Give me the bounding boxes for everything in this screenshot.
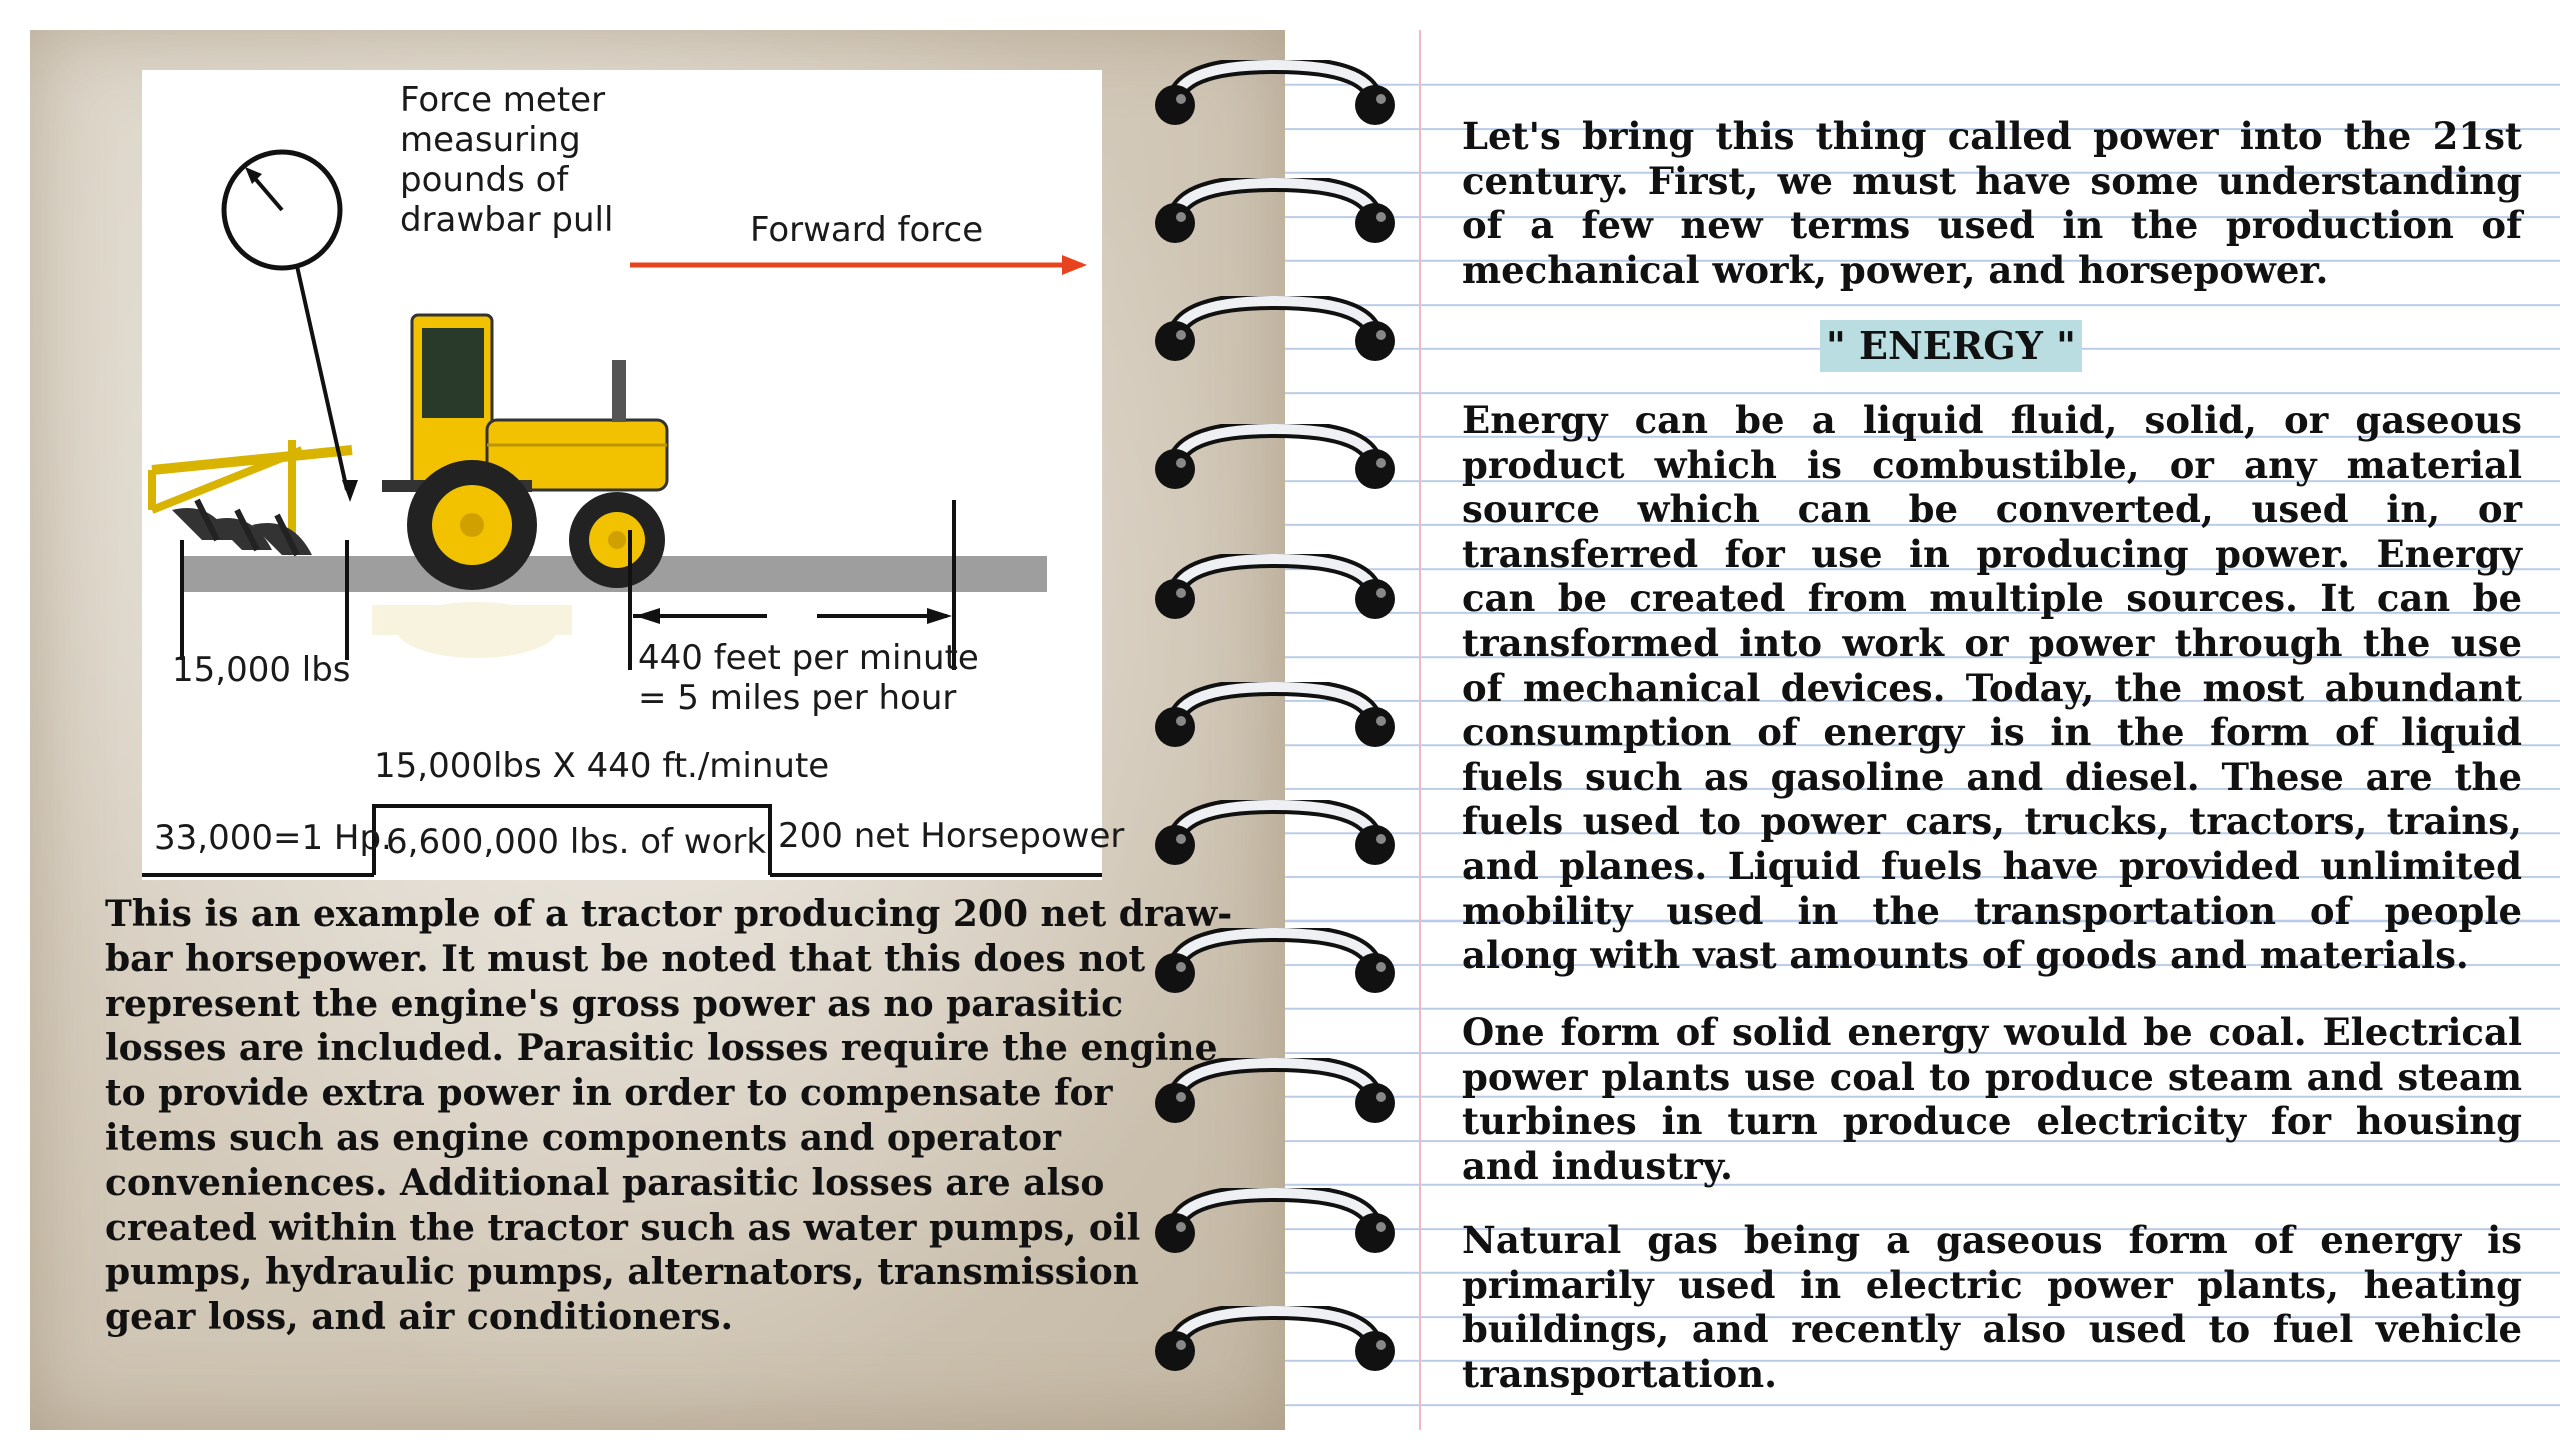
spiral-binding-ring-icon — [1150, 60, 1400, 150]
pull-weight-label: 15,000 lbs — [172, 650, 351, 690]
force-meter-label: Force meter measuring pounds of drawbar pull — [400, 80, 614, 240]
natural-gas-paragraph: Natural gas being a gaseous form of energy is primarily used in electric power plants, heating buildings, and recently also used to fuel vehicle transportation. — [1462, 1218, 2522, 1396]
formula-label: 15,000lbs X 440 ft./minute — [374, 746, 830, 786]
spiral-binding-ring-icon — [1150, 1188, 1400, 1278]
watermark-reflection — [372, 602, 572, 658]
spiral-binding-ring-icon — [1150, 554, 1400, 644]
spiral-binding-ring-icon — [1150, 1058, 1400, 1148]
left-page — [30, 30, 1285, 1430]
plow-icon — [152, 440, 352, 555]
intro-paragraph: Let's bring this thing called power into the 21st century. First, we must have some understanding of a few new terms used in the production of mechanical work, power, and horsepower. — [1462, 114, 2522, 292]
spiral-binding-ring-icon — [1150, 296, 1400, 386]
forward-force-label: Forward force — [750, 210, 984, 250]
energy-heading: " ENERGY " — [1820, 320, 2082, 372]
forward-force-arrow — [630, 255, 1087, 275]
hp-constant-label: 33,000=1 Hp. — [154, 818, 392, 858]
result-horsepower-label: 200 net Horsepower — [778, 816, 1125, 856]
spiral-binding — [1150, 60, 1430, 1400]
spiral-binding-ring-icon — [1150, 178, 1400, 268]
tractor-example-paragraph: This is an example of a tractor producing 200 net draw-bar horsepower. It must be noted that this does not represent the engine's gross power as no parasitic losses are included. Parasitic losses require the engine to provide extra power in order to compensate for items such as engine components and operator conveniences. Additional parasitic losses are also created within the tractor such as water pumps, oil pumps, hydraulic pumps, alternators, transmission gear loss, and air conditioners. — [105, 893, 1233, 1339]
spiral-binding-ring-icon — [1150, 800, 1400, 890]
energy-paragraph: Energy can be a liquid fluid, solid, or gaseous product which is combustible, or any material source which can be converted, used in, or transferred for use in producing power. Energy can be created from multiple sources. It can be transformed into work or power through the use of mechanical devices. Today, the most abundant consumption of energy is in the form of liquid fuels such as gasoline and diesel. These are the fuels used to power cars, trucks, tractors, trains, and planes. Liquid fuels have provided unlimited mobility used in the transportation of people along with vast amounts of goods and materials. — [1462, 398, 2522, 978]
spiral-binding-ring-icon — [1150, 424, 1400, 514]
spiral-binding-ring-icon — [1150, 682, 1400, 772]
spiral-binding-ring-icon — [1150, 928, 1400, 1018]
drawbar-horsepower-diagram — [142, 70, 1125, 880]
coal-paragraph: One form of solid energy would be coal. Electrical power plants use coal to produce steam and steam turbines in turn produce electricity for housing and industry. — [1462, 1010, 2522, 1188]
tractor-icon — [382, 315, 667, 590]
work-label: 6,600,000 lbs. of work — [386, 822, 767, 862]
spiral-binding-ring-icon — [1150, 1306, 1400, 1396]
speed-label: 440 feet per minute = 5 miles per hour — [638, 638, 979, 718]
